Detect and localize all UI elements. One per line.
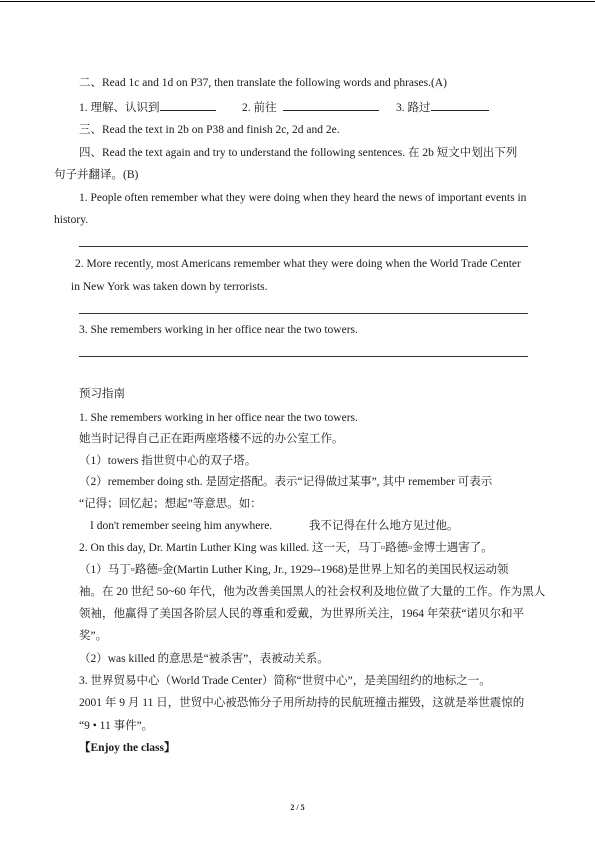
sentence-2-cont: in New York was taken down by terrorists. <box>71 281 268 293</box>
section-4-heading-cont: 句子并翻译。(B) <box>54 169 139 181</box>
answer-blank-2[interactable] <box>283 99 379 111</box>
answer-line-1[interactable] <box>79 246 528 247</box>
example-sentence-cn: 我不记得在什么地方见过他。 <box>309 520 459 532</box>
section-2-heading: 二、Read 1c and 1d on P37, then translate the following words and phrases.(A) <box>79 77 447 89</box>
section-3-heading: 三、Read the text in 2b on P38 and finish 2c, 2d and 2e. <box>79 124 340 136</box>
guide-item-2-note-1: （1）马丁▫路德▫金(Martin Luther King, Jr., 1929--1968)是世界上知名的美国民权运动领 <box>79 564 509 576</box>
translation-item-3-label: 3. 路过 <box>396 102 431 114</box>
guide-item-2-note-1-cont-2: 领袖，他赢得了美国各阶层人民的尊重和爱戴，为世界所关注，1964 年荣获“诺贝尔和平 <box>79 608 524 620</box>
example-sentence-en: I don't remember seeing him anywhere. <box>90 520 273 532</box>
translation-item-1-label: 1. 理解、认识到 <box>79 102 160 114</box>
guide-item-2: 2. On this day, Dr. Martin Luther King was killed. 这一天，马丁▫路德▫金博士遇害了。 <box>79 542 493 554</box>
guide-item-2-note-1-cont-1: 袖。在 20 世纪 50~60 年代，他为改善美国黑人的社会权利及地位做了大量的工作。作为黑人 <box>79 586 546 598</box>
translation-item-1 <box>79 99 216 115</box>
answer-blank-1[interactable] <box>160 99 216 111</box>
guide-item-3-cont-1: 2001 年 9 月 11 日，世贸中心被恐怖分子用所劫持的民航班撞击摧毁，这就是举世震惊的 <box>79 697 525 709</box>
guide-item-2-note-1-cont-3: 奖”。 <box>79 630 108 642</box>
sentence-3: 3. She remembers working in her office near the two towers. <box>79 324 358 336</box>
translation-item-2 <box>242 99 379 115</box>
guide-item-1-translation: 她当时记得自己正在距两座塔楼不远的办公室工作。 <box>79 433 344 445</box>
sentence-1: 1. People often remember what they were doing when they heard the news of important events in <box>79 192 527 204</box>
guide-item-1-note-1: （1）towers 指世贸中心的双子塔。 <box>79 455 257 467</box>
guide-item-1: 1. She remembers working in her office near the two towers. <box>79 412 358 424</box>
guide-item-1-note-2-cont: “记得；回忆起；想起”等意思。如： <box>79 498 262 510</box>
enjoy-class-heading: 【Enjoy the class】 <box>79 742 176 754</box>
guide-title: 预习指南 <box>79 388 125 400</box>
answer-line-2[interactable] <box>79 313 528 314</box>
guide-item-3: 3. 世界贸易中心（World Trade Center）简称“世贸中心”，是美国纽约的地标之一。 <box>79 675 491 687</box>
sentence-2: 2. More recently, most Americans remember what they were doing when the World Trade Center <box>75 258 521 270</box>
page-number: 2 / 5 <box>290 803 305 812</box>
page-top-border <box>0 1 595 2</box>
answer-line-3[interactable] <box>79 356 528 357</box>
translation-item-2-label: 2. 前往 <box>242 102 277 114</box>
translation-item-3 <box>396 99 489 115</box>
section-4-heading: 四、Read the text again and try to understand the following sentences. 在 2b 短文中划出下列 <box>79 147 518 159</box>
guide-item-1-note-2: （2）remember doing sth. 是固定搭配。表示“记得做过某事”, 其中 remember 可表示 <box>79 476 493 488</box>
sentence-1-cont: history. <box>54 214 89 226</box>
guide-item-3-cont-2: “9 • 11 事件”。 <box>79 720 154 732</box>
answer-blank-3[interactable] <box>431 99 489 111</box>
guide-item-2-note-2: （2）was killed 的意思是“被杀害”，表被动关系。 <box>79 653 329 665</box>
